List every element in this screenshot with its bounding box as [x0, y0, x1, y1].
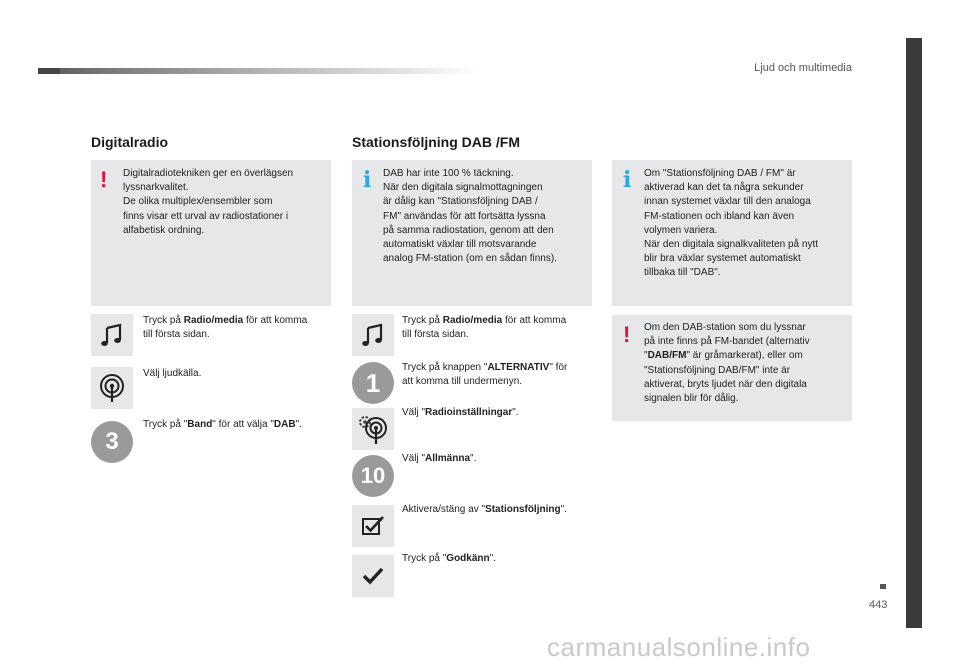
mid-step-5-text: Aktivera/stäng av "Stationsföljning". [402, 504, 567, 515]
left-step-3-text: Tryck på "Band" för att välja "DAB". [143, 419, 302, 430]
section-title: Ljud och multimedia [754, 62, 852, 74]
left-step-1-text: Tryck på Radio/media för att komma till första sidan. [143, 315, 308, 341]
dab-fm-warning-text: Om den DAB-station som du lyssnar på inte finns på FM-bandet (alternativ "DAB/FM" är gråmarkerat), eller om "Stationsföljning DAB/FM" inte är aktiverat, bryts ljudet när den digitala signalen blir för dålig. [644, 322, 810, 405]
warning-text: Digitalradiotekniken ger en överlägsen lyssnarkvalitet. De olika multiplex/ensembler som finns visar ett urval av radiostationer i alfabetisk ordning. [123, 168, 294, 236]
mid-step-2-text: Tryck på knappen "ALTERNATIV" för att komma till undermenyn. [402, 362, 568, 388]
info-icon: i [623, 167, 632, 193]
dab-info-text: DAB har inte 100 % täckning. När den digitala signalmottagningen är dålig kan "Stationsföljning DAB / FM" användas för att fortsätta lyssna på samma radiostation, genom att den automatiskt växlar till motsvarande analog FM-station (om en sådan finns). [383, 168, 557, 265]
radio-settings-icon [352, 408, 394, 450]
left-step-2-text: Välj ljudkälla. [143, 368, 202, 379]
page-marker [880, 584, 886, 589]
stationsfoljning-heading: Stationsföljning DAB /FM [352, 134, 520, 150]
mid-step-4-text: Välj "Allmänna". [402, 453, 477, 464]
page-side-bar [906, 38, 922, 628]
music-note-icon [91, 314, 133, 356]
digitalradio-warning-box [91, 160, 331, 306]
warning-icon: ! [100, 167, 108, 192]
music-note-icon [352, 314, 394, 356]
checkbox-icon [352, 505, 394, 547]
watermark: carmanualsonline.info [547, 632, 811, 662]
step-number-1: 1 [352, 362, 394, 404]
mid-step-3-text: Välj "Radioinställningar". [402, 407, 519, 418]
info-icon: i [363, 167, 372, 193]
header-rule [38, 68, 478, 74]
warning-icon: ! [623, 322, 631, 347]
dab-fm-info-box [612, 160, 852, 306]
dab-fm-info-text: Om "Stationsföljning DAB / FM" är aktiverad kan det ta några sekunder innan systemet växlar till den analoga FM-stationen och ibland kan även volymen variera. När den digitala signalkvaliteten på nytt blir bra växlar systemet automatiskt tillbaka till "DAB". [644, 168, 818, 279]
dab-fm-warning-box [612, 315, 852, 421]
step-number-3: 3 [91, 421, 133, 463]
dab-info-box [352, 160, 592, 306]
mid-step-6-text: Tryck på "Godkänn". [402, 553, 496, 564]
header-rule-accent [38, 68, 60, 74]
checkmark-icon [352, 555, 394, 597]
digitalradio-heading: Digitalradio [91, 134, 169, 150]
mid-step-1-text: Tryck på Radio/media för att komma till första sidan. [402, 315, 567, 341]
step-number-10: 10 [352, 455, 394, 497]
page-number: 443 [869, 599, 888, 611]
radio-antenna-icon [91, 367, 133, 409]
